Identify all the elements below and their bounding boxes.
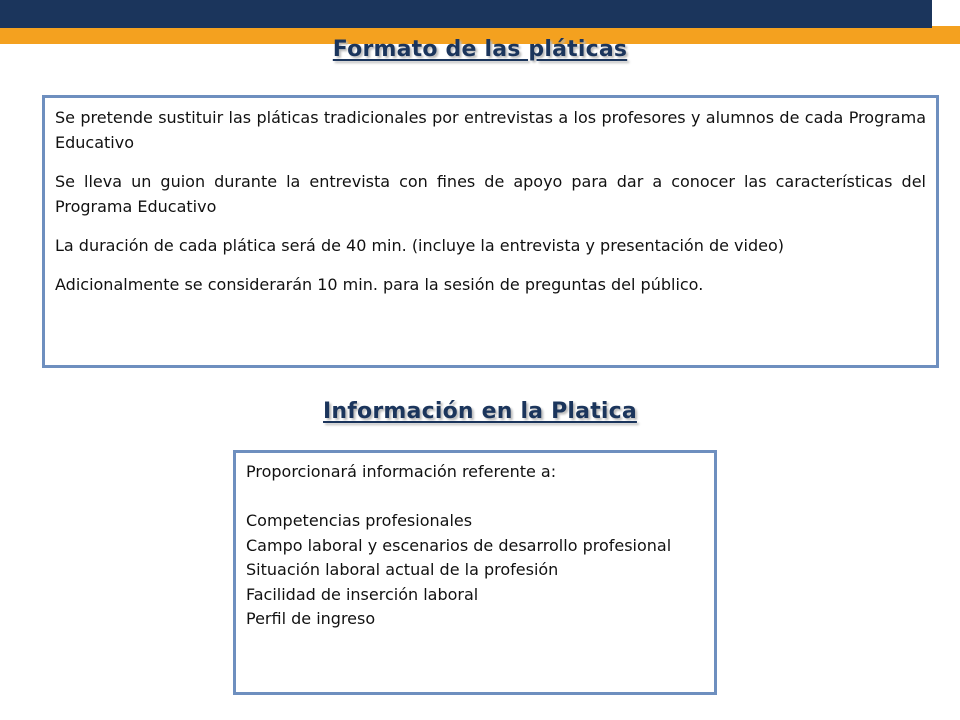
info-list-item: Perfil de ingreso [246, 609, 376, 628]
info-list-item: Situación laboral actual de la profesión [246, 560, 559, 579]
section1-title: Formato de las pláticas [332, 37, 628, 62]
format-paragraph: Se pretende sustituir las pláticas tradicionales por entrevistas a los profesores y alumnos de cada Programa Educativo [55, 108, 926, 152]
format-paragraph: Adicionalmente se considerarán 10 min. para la sesión de preguntas del público. [55, 275, 704, 294]
header-bar [0, 0, 932, 28]
spacer [246, 485, 705, 510]
info-text-box [233, 450, 717, 695]
info-list-item: Competencias profesionales [246, 511, 473, 530]
info-intro: Proporcionará información referente a: [246, 462, 557, 481]
format-paragraph: La duración de cada plática será de 40 min. (incluye la entrevista y presentación de video) [55, 236, 784, 255]
section2-title: Información en la Platica [323, 399, 637, 424]
format-text-box [42, 95, 939, 368]
info-list-item: Campo laboral y escenarios de desarrollo profesional [246, 535, 672, 555]
info-list-item: Facilidad de inserción laboral [246, 584, 479, 604]
format-paragraph: Se lleva un guion durante la entrevista con fines de apoyo para dar a conocer las características del Programa Educativo [55, 172, 926, 216]
